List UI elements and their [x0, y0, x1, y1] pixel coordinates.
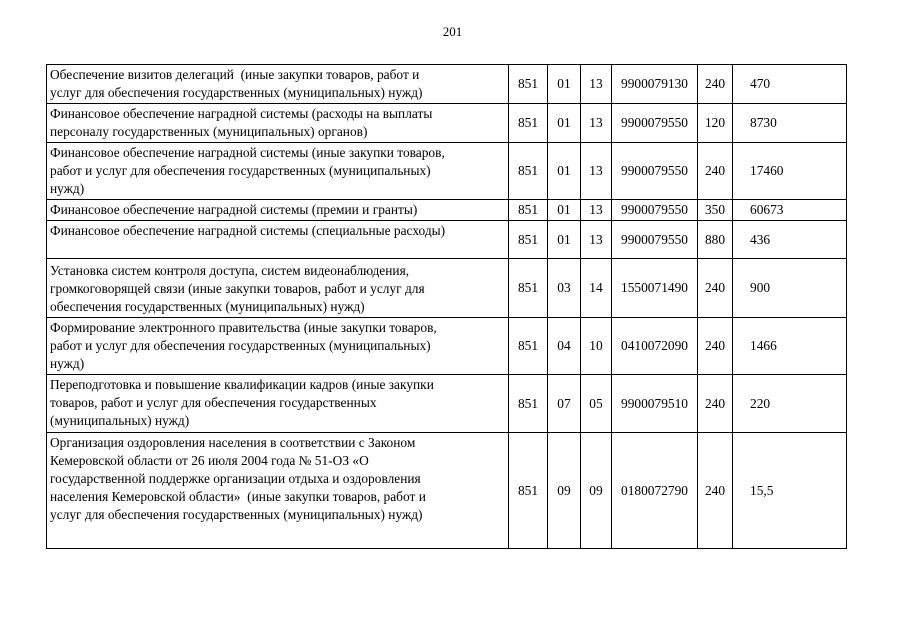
- row-description: [47, 433, 509, 549]
- cell-target-article-code: 0180072790: [612, 433, 698, 549]
- cell-target-article-code: 1550071490: [612, 259, 698, 318]
- cell-section-code: 07: [548, 375, 581, 433]
- table-row: [47, 143, 847, 200]
- table-row: [47, 318, 847, 375]
- cell-amount: 220: [733, 375, 847, 433]
- cell-expense-type-code: 240: [698, 65, 733, 104]
- cell-amount: 900: [733, 259, 847, 318]
- table-row: [47, 104, 847, 143]
- cell-subsection-code: 09: [581, 433, 612, 549]
- cell-subsection-code: 13: [581, 104, 612, 143]
- description-line: Финансовое обеспечение наградной системы (расходы на выплаты: [50, 106, 433, 121]
- cell-amount: 17460: [733, 143, 847, 200]
- cell-amount: 470: [733, 65, 847, 104]
- cell-amount: 8730: [733, 104, 847, 143]
- cell-expense-type-code: 240: [698, 318, 733, 375]
- table-row: [47, 65, 847, 104]
- cell-amount: 436: [733, 221, 847, 259]
- cell-expense-type-code: 240: [698, 375, 733, 433]
- description-line: (муниципальных) нужд): [50, 413, 190, 428]
- description-line: Организация оздоровления населения в соответствии с Законом: [50, 435, 416, 450]
- description-line: персоналу государственных (муниципальных) органов): [50, 124, 368, 139]
- cell-target-article-code: 9900079510: [612, 375, 698, 433]
- cell-expense-type-code: 240: [698, 259, 733, 318]
- description-line: работ и услуг для обеспечения государственных (муниципальных): [50, 163, 431, 178]
- cell-grbs-code: 851: [509, 375, 548, 433]
- description-line: обеспечения государственных (муниципальных) нужд): [50, 299, 365, 314]
- description-line: Обеспечение визитов делегаций (иные закупки товаров, работ и: [50, 67, 420, 82]
- description-line: услуг для обеспечения государственных (муниципальных) нужд): [50, 85, 423, 100]
- cell-expense-type-code: 880: [698, 221, 733, 259]
- cell-section-code: 09: [548, 433, 581, 549]
- row-description: [47, 104, 509, 143]
- row-description: [47, 259, 509, 318]
- cell-section-code: 01: [548, 200, 581, 221]
- cell-target-article-code: 9900079550: [612, 104, 698, 143]
- cell-grbs-code: 851: [509, 221, 548, 259]
- description-line: Финансовое обеспечение наградной системы (иные закупки товаров,: [50, 145, 445, 160]
- cell-target-article-code: 9900079550: [612, 200, 698, 221]
- cell-grbs-code: 851: [509, 65, 548, 104]
- cell-grbs-code: 851: [509, 433, 548, 549]
- cell-section-code: 01: [548, 143, 581, 200]
- cell-grbs-code: 851: [509, 200, 548, 221]
- cell-section-code: 04: [548, 318, 581, 375]
- cell-grbs-code: 851: [509, 318, 548, 375]
- cell-expense-type-code: 350: [698, 200, 733, 221]
- cell-subsection-code: 05: [581, 375, 612, 433]
- cell-grbs-code: 851: [509, 259, 548, 318]
- description-line: Переподготовка и повышение квалификации кадров (иные закупки: [50, 377, 434, 392]
- cell-section-code: 03: [548, 259, 581, 318]
- cell-target-article-code: 9900079130: [612, 65, 698, 104]
- description-line: Финансовое обеспечение наградной системы (премии и гранты): [50, 202, 418, 217]
- description-line: Кемеровской области от 26 июля 2004 года № 51-ОЗ «О: [50, 453, 369, 468]
- row-description: [47, 200, 509, 221]
- cell-subsection-code: 13: [581, 221, 612, 259]
- description-line: нужд): [50, 356, 85, 371]
- cell-section-code: 01: [548, 104, 581, 143]
- table-row: [47, 200, 847, 221]
- description-line: государственной поддержке организации отдыха и оздоровления: [50, 471, 421, 486]
- cell-target-article-code: 0410072090: [612, 318, 698, 375]
- row-description: [47, 221, 509, 259]
- cell-target-article-code: 9900079550: [612, 221, 698, 259]
- cell-grbs-code: 851: [509, 143, 548, 200]
- description-line: Формирование электронного правительства (иные закупки товаров,: [50, 320, 437, 335]
- cell-amount: 60673: [733, 200, 847, 221]
- description-line: нужд): [50, 181, 85, 196]
- description-line: товаров, работ и услуг для обеспечения государственных: [50, 395, 377, 410]
- table-row: [47, 221, 847, 259]
- cell-amount: 1466: [733, 318, 847, 375]
- description-line: громкоговорящей связи (иные закупки товаров, работ и услуг для: [50, 281, 425, 296]
- table-row: [47, 433, 847, 549]
- row-description: [47, 318, 509, 375]
- description-line: Финансовое обеспечение наградной системы (специальные расходы): [50, 223, 446, 238]
- cell-subsection-code: 13: [581, 143, 612, 200]
- cell-subsection-code: 14: [581, 259, 612, 318]
- cell-subsection-code: 13: [581, 65, 612, 104]
- row-description: [47, 143, 509, 200]
- cell-section-code: 01: [548, 221, 581, 259]
- cell-expense-type-code: 120: [698, 104, 733, 143]
- cell-section-code: 01: [548, 65, 581, 104]
- cell-grbs-code: 851: [509, 104, 548, 143]
- description-line: услуг для обеспечения государственных (муниципальных) нужд): [50, 507, 423, 522]
- page-number: 201: [442, 24, 463, 39]
- budget-table: [46, 64, 847, 549]
- row-description: [47, 65, 509, 104]
- cell-expense-type-code: 240: [698, 143, 733, 200]
- description-line: населения Кемеровской области» (иные закупки товаров, работ и: [50, 489, 426, 504]
- cell-target-article-code: 9900079550: [612, 143, 698, 200]
- cell-subsection-code: 10: [581, 318, 612, 375]
- cell-expense-type-code: 240: [698, 433, 733, 549]
- description-line: работ и услуг для обеспечения государственных (муниципальных): [50, 338, 431, 353]
- table-row: [47, 375, 847, 433]
- cell-amount: 15,5: [733, 433, 847, 549]
- cell-subsection-code: 13: [581, 200, 612, 221]
- description-line: Установка систем контроля доступа, систем видеонаблюдения,: [50, 263, 410, 278]
- budget-table-body: [47, 65, 847, 549]
- row-description: [47, 375, 509, 433]
- table-row: [47, 259, 847, 318]
